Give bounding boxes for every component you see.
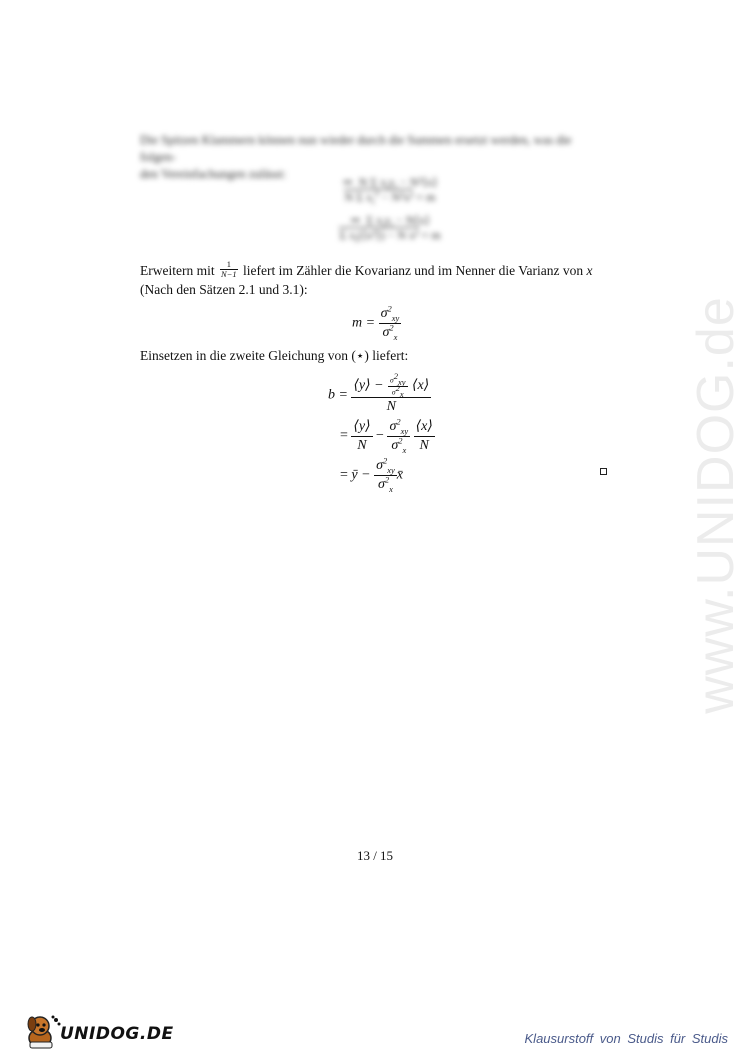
para1-variable-x: x [586,263,593,278]
equation-m-numerator: $\sigma^2_{xy}$ [380,303,400,323]
row3-fraction-sigma: $\frac{\sigma^2_{xy}}{\sigma^2_x}$ [376,455,395,494]
page-number: 13 / 15 [356,848,394,863]
para1-text-a: Erweitern mit [140,263,215,278]
qed-square-icon [600,468,607,475]
unidog-logo[interactable] [22,1012,174,1052]
dog-mascot-icon [22,1012,62,1052]
para1-text-c: (Nach den Sätzen 2.1 und 3.1): [140,282,308,298]
row2-fraction-x: $\frac{⟨x⟩}{N}$ [415,419,433,453]
inline-fraction-numerator: 1 [220,260,238,270]
blurred-line-2: den Vereinfachungen zulässt: [140,167,287,181]
equation-b-lhs: b = [328,387,348,403]
blurred-line-1: Die Spitzen Klammern können nun wieder durch die Summen ersetzt werden, was die folgen- [140,133,572,164]
watermark-text: www.UNIDOG.de [687,296,745,714]
paragraph-kovarianz [140,259,610,298]
equation-m-fraction [379,303,402,342]
blurred-intro [140,132,610,245]
paragraph-einsetzen: Einsetzen in die zweite Gleichung von (⋆) liefert: [140,348,409,363]
blurred-equation-2: ⇒ Σ $x_iy_i$ − N⟨x⟩ Σ $x_i(⟨x^2⟩) - N$ x² = m [339,213,441,245]
row2-fraction-sigma: $\frac{\sigma^2_{xy}}{\sigma^2_x}$ [389,415,409,455]
equation-m-denominator: $\sigma^2_x$ [382,322,398,342]
logo-text: UNIDOG.DE [60,1024,174,1044]
inline-fraction-denominator: N−1 [220,269,237,280]
equation-b-denominator: N [386,399,396,414]
para1-text-b: liefert im Zähler die Kovarianz und im Nenner die Varianz von [243,263,584,278]
equation-b-nested-fraction: $\frac{\sigma^2_{xy}}{\sigma^2_x}$ [390,371,406,399]
equation-b-row-2: = $\frac{⟨y⟩}{N}$ − $\frac{\sigma^2_{xy}}{\sigma^2_x}$ $\frac{⟨x⟩}{N}$ [340,415,433,455]
equation-b-numerator: ⟨y⟩ − $\frac{\sigma^2_{xy}}{\sigma^2_x}$ ⟨x⟩ [353,371,430,399]
equation-m-lhs: m = [352,315,376,331]
equation-b-row-3: = ȳ − $\frac{\sigma^2_{xy}}{\sigma^2_x}$ x̄ [340,455,403,494]
watermark [686,280,746,730]
row2-fraction-y: $\frac{⟨y⟩}{N}$ [353,419,371,453]
blurred-equation-1: ⇒ N Σ $x_iy_i$ − N²⟨x⟩ N Σ $x_i^2 - N^2x^2 = m$ [342,175,438,207]
inline-fraction [220,260,238,279]
equation-b-main-fraction [351,371,431,415]
equation-b-row-1 [328,371,431,415]
footer-tagline: Klausurstoff von Studis für Studis [524,1031,728,1046]
equation-m [352,303,401,342]
